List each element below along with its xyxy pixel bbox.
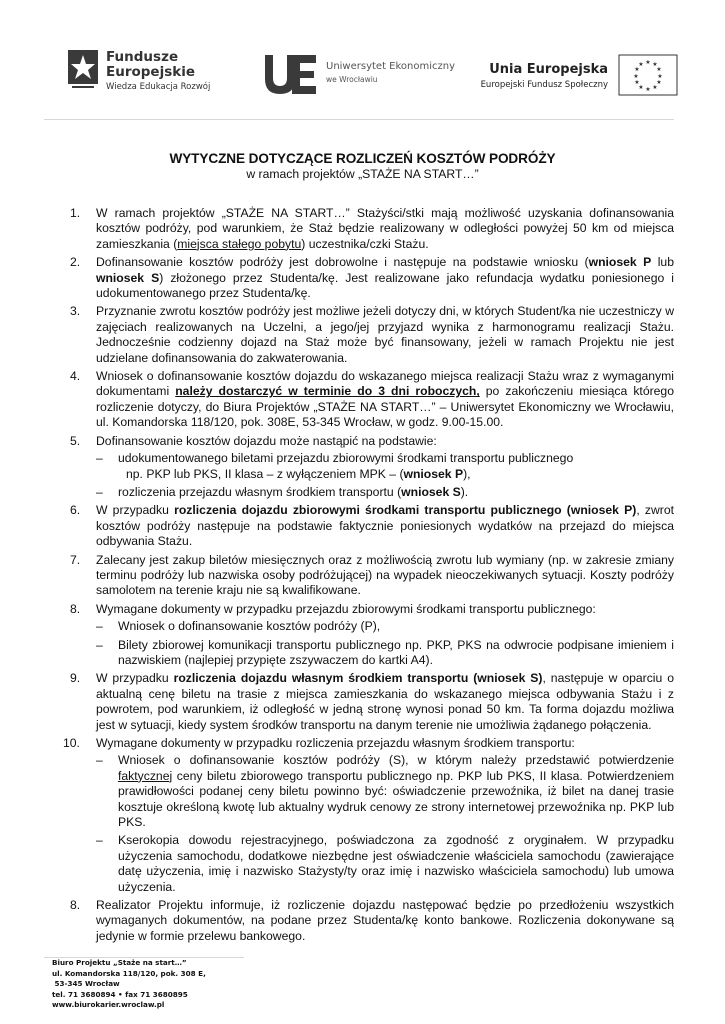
fe-logo-line2: Europejskie xyxy=(106,64,196,80)
uniwersytet-ekonomiczny-logo xyxy=(262,52,462,102)
item-text: Wymagane dokumenty w przypadku przejazdu zbiorowymi środkami transportu publicznego: xyxy=(96,601,596,616)
list-item xyxy=(70,369,674,431)
sub-list-item xyxy=(96,833,674,895)
item-number: 7. xyxy=(70,552,81,567)
sub-list-item xyxy=(96,451,674,482)
ue-monogram-icon xyxy=(262,52,318,96)
item-text: , następuje w oparciu o aktualną cenę biletu na trasie z miejsca zamieszkania do wskazanego miejsca odbywania Stażu i z powrotem, pod warunkiem, iż odległość w jedną stronę wynosi ponad 50 km. Ta forma dojazdu możliwa jest w sytuacji, kiedy system środków transportu na danym terenie nie umożliwia żądanego połączenia. xyxy=(96,671,674,732)
item-bold-underlined-text: należy dostarczyć w terminie do 3 dni roboczych, xyxy=(175,384,480,399)
item-number: 8. xyxy=(70,898,81,913)
dash-bullet: – xyxy=(96,637,103,652)
sub-item-text: rozliczenia przejazdu własnym środkiem transportu ( xyxy=(118,484,402,499)
page-footer xyxy=(52,958,206,1011)
sub-item-bold-text: wniosek P xyxy=(403,466,464,481)
item-text: W ramach projektów „STAŻE NA START…” Stażyści/stki mają możliwość uzyskania dofinansowania kosztów podróży, pod warunkiem, że Staż będzie realizowany w odległości powyżej 50 km od miejsca zamieszkania ( xyxy=(96,206,674,251)
sub-item-text: Wniosek o dofinansowanie kosztów podróży (P), xyxy=(118,619,381,634)
svg-text:★: ★ xyxy=(645,59,651,66)
svg-text:★: ★ xyxy=(638,84,644,91)
list-item xyxy=(70,503,674,549)
svg-text:★: ★ xyxy=(652,61,658,68)
dash-bullet: – xyxy=(96,484,103,499)
footer-website: www.biurokarier.wroclaw.pl xyxy=(52,1000,165,1010)
list-item xyxy=(70,671,674,733)
footer-office-name: Biuro Projektu „Staże na start…” xyxy=(52,958,187,967)
sub-item-text: udokumentowanego biletami przejazdu zbiorowymi środkami transportu publicznego xyxy=(118,451,574,466)
sub-item-bold-text: wniosek S xyxy=(401,484,461,499)
svg-text:★: ★ xyxy=(634,66,640,73)
document-subtitle: w ramach projektów „STAŻE NA START…” xyxy=(246,167,479,181)
fe-logo-line3: Wiedza Edukacja Rozwój xyxy=(106,82,211,92)
svg-text:★: ★ xyxy=(633,73,639,80)
item-number: 6. xyxy=(70,503,81,518)
item-text: Wniosek o dofinansowanie kosztów dojazdu do wskazanego miejsca realizacji Stażu wraz z wymaganymi dokumentami xyxy=(96,369,674,399)
ue-logo-line1: Uniwersytet Ekonomiczny xyxy=(326,61,456,72)
item-text: Realizator Projektu informuje, iż rozliczenie dojazdu następować będzie po przedłożeniu wszystkich wymaganych dokumentów, na podane przez Studenta/kę konto bankowe. Rozliczenia dokonywane są jedynie w formie przelewu bankowego. xyxy=(96,898,674,943)
item-number: 8. xyxy=(70,601,81,616)
sub-list-item xyxy=(96,638,674,669)
item-text: W przypadku xyxy=(96,671,174,686)
fundusze-europejskie-logo xyxy=(64,44,224,104)
list-item xyxy=(70,553,674,599)
eu-logo-line1: Unia Europejska xyxy=(489,62,608,77)
item-text: , zwrot kosztów podróży następuje na podstawie faktycznie poniesionych wydatków na przejazd do miejsca odbywania Stażu. xyxy=(96,503,675,549)
list-item xyxy=(70,434,674,501)
fe-logo-line1: Fundusze xyxy=(106,49,179,65)
document-title: WYTYCZNE DOTYCZĄCE ROZLICZEŃ KOSZTÓW PODRÓŻY xyxy=(169,151,556,166)
list-item xyxy=(70,304,674,366)
item-bold-text: wniosek S xyxy=(96,270,160,285)
svg-text:★: ★ xyxy=(645,86,651,93)
sub-item-text: Wniosek o dofinansowanie kosztów podróży (S), w którym należy przedstawić potwierdzenie xyxy=(118,753,674,768)
page-header xyxy=(0,0,725,120)
item-number: 2. xyxy=(70,255,81,270)
list-item xyxy=(70,602,674,669)
item-text: Dofinansowanie kosztów dojazdu może nastąpić na podstawie: xyxy=(96,433,437,448)
list-item xyxy=(70,206,674,252)
dash-bullet: – xyxy=(96,833,103,848)
dash-bullet: – xyxy=(96,451,103,466)
sub-item-text: ceny biletu zbiorowego transportu publicznego np. PKP lub PKS, II klasa. Potwierdzeniem prawidłowości podanej ceny biletu powinno być: oświadczenie przewoźnika, iż bilet na danej trasie kosztuje określoną kwotę lub aktualny wydruk cenowy ze strony internetowej przewoźnika np. PKP lub PKS. xyxy=(118,768,674,830)
item-text: ) uczestnika/czki Stażu. xyxy=(301,236,429,251)
eu-flag-icon xyxy=(618,54,678,96)
unia-europejska-logo xyxy=(480,54,690,104)
dash-bullet: – xyxy=(96,619,103,634)
item-text: Zalecany jest zakup biletów miesięcznych oraz z możliwością zwrotu lub wymiany (np. w zakresie zmiany terminu podróży lub nazwiska osoby podróżującej) na wypadek nieoczekiwanych sytuacji. Koszty podróży samolotem na terenie kraju nie są kwalifikowane. xyxy=(96,552,674,598)
sub-item-text: ), xyxy=(463,466,471,481)
item-text: Dofinansowanie kosztów podróży jest dobrowolne i następuje na podstawie wniosku ( xyxy=(96,255,589,270)
item-underlined-text: miejsca stałego pobytu xyxy=(177,236,302,251)
item-number: 4. xyxy=(70,369,81,384)
item-text: po zakończeniu miesiąca którego rozliczenie dotyczy, do Biura Projektów „STAŻE NA START…” – Uniwersytet Ekonomiczny we Wrocławiu, ul. Komandorska 118/120, pok. 308E, 53-345 Wrocław, w godz. 9.00-15.00. xyxy=(96,384,674,430)
svg-text:★: ★ xyxy=(656,66,662,73)
item-text: ) złożonego przez Studenta/kę. Jest realizowane jako refundacja wydatku poniesionego i udokumentowanego przez Studenta/kę. xyxy=(96,270,674,301)
sub-list-item xyxy=(96,619,674,634)
footer-phone-fax: tel. 71 3680894 • fax 71 3680895 xyxy=(52,989,188,999)
sub-item-text: Bilety zbiorowej komunikacji transportu publicznego np. PKP, PKS na odwrocie podpisane imieniem i nazwiskiem (najlepiej przypięte zszywaczem do kartki A4). xyxy=(118,637,674,667)
item-number: 10. xyxy=(63,736,80,750)
item-text: W przypadku xyxy=(96,503,175,518)
eu-logo-line2: Europejski Fundusz Społeczny xyxy=(480,80,608,90)
sub-list-item xyxy=(96,485,674,500)
footer-street: ul. Komandorska 118/120, pok. 308 E, xyxy=(52,968,206,978)
item-number: 3. xyxy=(70,304,81,319)
item-text: Przyznanie zwrotu kosztów podróży jest możliwe jeżeli dotyczy dni, w których Student/ka nie uczestniczy w zajęciach realizowanych na Uczelni, a jego/jej przyjazd wynika z harmonogramu realizacji Stażu. Jednocześnie codzienny dojazd na Staż może być finansowany, jeżeli w ramach Projektu nie jest udzielane dofinansowania do zakwaterowania. xyxy=(96,304,674,365)
list-item xyxy=(63,736,674,895)
sub-item-text: np. PKP lub PKS, II klasa – z wyłączeniem MPK – ( xyxy=(126,466,404,481)
item-bold-text: rozliczenia dojazdu własnym środkiem transportu (wniosek S) xyxy=(173,671,543,686)
svg-text:★: ★ xyxy=(657,73,663,80)
footer-city: 53-345 Wrocław xyxy=(52,979,120,989)
item-text: lub xyxy=(651,255,674,270)
item-bold-text: wniosek P xyxy=(588,255,652,270)
list-item xyxy=(70,898,674,944)
sub-list-item xyxy=(96,753,674,830)
svg-text:★: ★ xyxy=(634,79,640,86)
item-bold-text: rozliczenia dojazdu zbiorowymi środkami transportu publicznego (wniosek P) xyxy=(174,503,637,518)
svg-text:★: ★ xyxy=(652,84,658,91)
dash-bullet: – xyxy=(96,753,103,768)
title-block xyxy=(0,150,725,182)
list-item xyxy=(70,255,674,301)
header-divider xyxy=(44,119,674,120)
svg-text:★: ★ xyxy=(656,79,662,86)
item-number: 9. xyxy=(70,671,81,686)
fe-star-icon xyxy=(64,46,100,96)
item-number: 5. xyxy=(70,433,81,448)
guidelines-list xyxy=(63,206,675,947)
svg-text:★: ★ xyxy=(638,61,644,68)
sub-item-text: Kserokopia dowodu rejestracyjnego, poświadczona za zgodność z oryginałem. W przypadku użyczenia samochodu, dodatkowe niezbędne jest oświadczenie właściciela samochodu (zawierające datę użyczenia, imię i nazwisko Stażysty/ty oraz imię i nazwisko właściciela samochodu) lub umowa użyczenia. xyxy=(118,833,674,894)
item-text: Wymagane dokumenty w przypadku rozliczenia przejazdu własnym środkiem transportu: xyxy=(96,736,575,750)
ue-logo-line2: we Wrocławiu xyxy=(326,75,378,84)
sub-item-underlined-text: faktycznej xyxy=(118,768,173,783)
item-number: 1. xyxy=(70,206,81,220)
sub-item-text: ). xyxy=(460,484,469,499)
